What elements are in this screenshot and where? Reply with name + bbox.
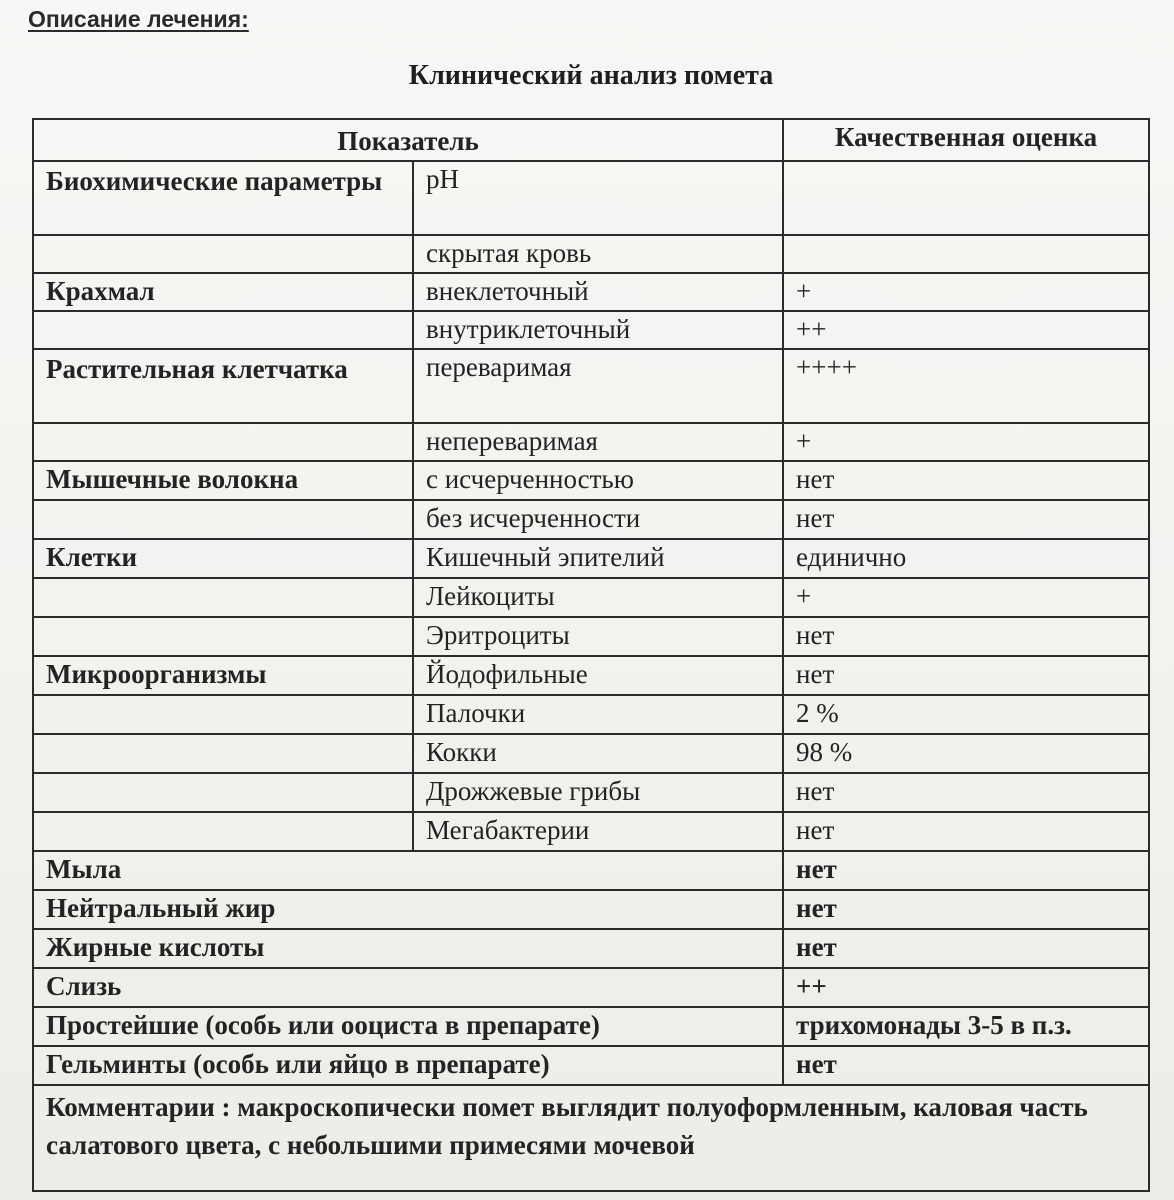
row-param: непереваримая [413,423,783,461]
row-value: + [783,578,1149,617]
row-value: нет [783,812,1149,851]
row-param: Эритроциты [413,617,783,656]
document-title [0,60,1174,92]
row-value: 98 % [783,734,1149,773]
row-param: Палочки [413,695,783,734]
document-title-text: Клинический анализ помета [408,60,774,91]
table-row-wide [33,890,1149,929]
row-category [33,734,413,773]
analysis-table [32,118,1150,1192]
row-category [33,578,413,617]
wide-row-value: нет [783,851,1149,890]
row-category: Микроорганизмы [33,656,413,695]
row-param: Лейкоциты [413,578,783,617]
row-param: переваримая [413,349,783,423]
row-value: нет [783,617,1149,656]
row-category: Крахмал [33,273,413,311]
row-value [783,161,1149,235]
wide-row-label: Жирные кислоты [33,929,783,968]
comment-text: Комментарии : макроскопически помет выглядит полуоформленным, каловая часть салатового цвета, с небольшими примесями мочевой [33,1085,1149,1191]
row-value [783,235,1149,273]
row-param: внутриклеточный [413,311,783,349]
table-row-wide [33,1046,1149,1085]
table-row [33,656,1149,695]
row-category [33,311,413,349]
table-row [33,235,1149,273]
row-value: ++ [783,311,1149,349]
row-category [33,423,413,461]
row-category [33,773,413,812]
table-row-wide [33,1007,1149,1046]
row-category [33,695,413,734]
table-row [33,311,1149,349]
wide-row-value: нет [783,890,1149,929]
table-row [33,812,1149,851]
wide-row-label: Гельминты (особь или яйцо в препарате) [33,1046,783,1085]
row-value: + [783,273,1149,311]
table-row [33,695,1149,734]
row-param: Кокки [413,734,783,773]
row-value: ++++ [783,349,1149,423]
row-value: единично [783,539,1149,578]
row-value: нет [783,773,1149,812]
row-category [33,235,413,273]
header-indicator: Показатель [33,119,783,161]
row-param: внеклеточный [413,273,783,311]
row-value: нет [783,656,1149,695]
row-param: скрытая кровь [413,235,783,273]
wide-row-label: Простейшие (особь или ооциста в препарате) [33,1007,783,1046]
row-param: Йодофильные [413,656,783,695]
table-row-wide [33,968,1149,1007]
table-row [33,773,1149,812]
table-row [33,734,1149,773]
row-category [33,812,413,851]
table-row [33,617,1149,656]
header-assessment: Качественная оценка [783,119,1149,161]
row-category: Растительная клетчатка [33,349,413,423]
row-param: с исчерченностью [413,461,783,500]
table-row [33,500,1149,539]
table-row [33,349,1149,423]
table-row-wide [33,929,1149,968]
row-param: Мегабактерии [413,812,783,851]
row-value: + [783,423,1149,461]
row-param: Дрожжевые грибы [413,773,783,812]
comment-row [33,1085,1149,1191]
wide-row-value: трихомонады 3-5 в п.з. [783,1007,1149,1046]
table-row [33,273,1149,311]
row-param: Кишечный эпителий [413,539,783,578]
table-row [33,423,1149,461]
table-row [33,578,1149,617]
row-category [33,617,413,656]
wide-row-label: Нейтральный жир [33,890,783,929]
wide-row-label: Слизь [33,968,783,1007]
row-category: Клетки [33,539,413,578]
row-param: pH [413,161,783,235]
section-heading: Описание лечения: [28,6,249,32]
row-value: 2 % [783,695,1149,734]
row-value: нет [783,461,1149,500]
wide-row-value: нет [783,929,1149,968]
table-row-wide [33,851,1149,890]
row-category: Биохимические параметры [33,161,413,235]
row-param: без исчерченности [413,500,783,539]
row-category [33,500,413,539]
table-row [33,161,1149,235]
table-row [33,539,1149,578]
row-value: нет [783,500,1149,539]
wide-row-value: нет [783,1046,1149,1085]
table-row [33,461,1149,500]
wide-row-value: ++ [783,968,1149,1007]
wide-row-label: Мыла [33,851,783,890]
row-category: Мышечные волокна [33,461,413,500]
